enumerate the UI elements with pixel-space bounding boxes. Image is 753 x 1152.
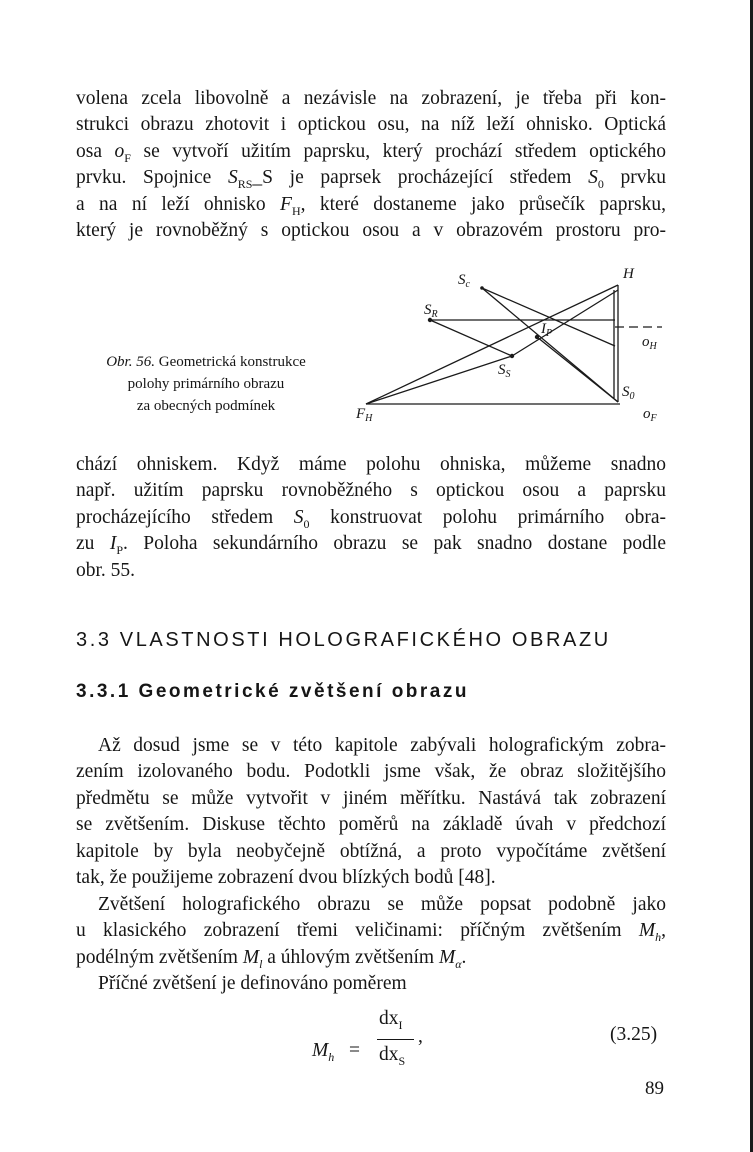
ray-ss-h — [512, 290, 618, 356]
eq-lhs-sub: h — [328, 1049, 335, 1064]
text-line: Příčné zvětšení je definováno poměrem — [98, 973, 407, 994]
section-title: 3.3 VLASTNOSTI HOLOGRAFICKÉHO OBRAZU — [76, 629, 611, 651]
equation-number: (3.25) — [610, 1024, 658, 1045]
figure-number: Obr. 56. — [106, 354, 155, 370]
label-of: o — [643, 406, 651, 422]
label-oh: o — [642, 334, 650, 350]
page-number: 89 — [645, 1078, 664, 1099]
svg-text:H — [622, 266, 635, 282]
text-line: zením izolovaného bodu. Podotkli jsme však, že obraz složitějšího — [76, 761, 666, 783]
svg-text:S0 — [622, 384, 635, 402]
svg-text:SR — [424, 302, 438, 320]
svg-text:FH — [355, 406, 373, 424]
text-line: podélným zvětšením $M_l$ a úhlovým zvětšením $M_\alpha$. — [76, 946, 467, 971]
figure-56-diagram — [0, 0, 753, 460]
svg-text:Sc — [458, 272, 471, 290]
label-sr: S — [424, 302, 432, 318]
svg-text:SS — [498, 362, 511, 380]
label-sc-sub: c — [465, 279, 470, 290]
eq-denominator: dx — [379, 1044, 399, 1065]
svg-text:oH — [642, 334, 658, 352]
text-line: Až dosud jsme se v této kapitole zabývali holografickým zobra- — [98, 735, 666, 756]
eq-lhs: M — [312, 1040, 329, 1061]
text-line: se zvětšením. Diskuse těchto poměrů na základě úvah v předchozí — [76, 814, 666, 836]
eq-equals: = — [349, 1040, 360, 1061]
point-sc — [480, 286, 484, 290]
text-line: osa $o_F$ se vytvoří užitím paprsku, který prochází středem optického — [76, 140, 667, 165]
eq-numerator-sub: I — [398, 1017, 403, 1032]
subsection-title: 3.3.1 Geometrické zvětšení obrazu — [76, 681, 469, 702]
ray-sr-ss — [430, 320, 512, 356]
label-sc: S — [458, 272, 466, 288]
text-line: tak, že použijeme zobrazení dvou blízkých bodů [48]. — [76, 867, 496, 888]
text-line: zu $I_P$. Poloha sekundárního obrazu se pak snadno dostane podle — [76, 533, 666, 558]
text-line: např. užitím paprsku rovnoběžného s optickou osou a paprsku — [76, 480, 666, 502]
eq-comma: , — [418, 1026, 423, 1047]
svg-text:IP — [540, 321, 552, 339]
text-line: který je rovnoběžný s optickou osou a v obrazovém prostoru pro- — [76, 220, 666, 241]
text-line: Zvětšení holografického obrazu se může popsat podobně jako — [98, 894, 666, 915]
ray-ip-s0 — [537, 337, 618, 402]
point-ss — [510, 354, 514, 358]
eq-denominator-sub: S — [398, 1053, 406, 1068]
text-line: obr. 55. — [76, 559, 136, 581]
label-oh-sub: H — [649, 341, 657, 352]
text-line: volena zcela libovolně a nezávisle na zobrazení, je třeba při kon- — [76, 88, 666, 109]
text-line: a na ní leží ohnisko $F_H$, které dostaneme jako průsečík paprsku, — [76, 193, 666, 218]
text-line: kapitole by byla neobyčejně obtížná, a proto vypočítáme zvětšení — [76, 840, 666, 862]
label-ss: S — [498, 362, 506, 378]
label-s0-sub: 0 — [629, 391, 635, 402]
label-ip-sub: P — [546, 328, 553, 339]
ray-fh-h — [366, 285, 618, 404]
figure-caption-line: za obecných podmínek — [136, 398, 276, 414]
ray-fh-ss — [366, 356, 512, 404]
fraction-bar — [377, 1039, 414, 1040]
figure-caption-first: Geometrická konstrukce — [158, 354, 306, 370]
point-ip — [535, 335, 539, 339]
eq-numerator: dx — [379, 1008, 399, 1029]
svg-text:oF — [643, 406, 658, 424]
label-ss-sub: S — [505, 369, 511, 380]
label-sr-sub: R — [431, 309, 438, 320]
text-line: chází ohniskem. Když máme polohu ohniska, můžeme snadno — [76, 454, 666, 475]
label-s0: S — [622, 384, 630, 400]
text-line: předmětu se může vytvořit v jiném měřítku. Nastává tak zobrazení — [76, 787, 666, 809]
text-line: prvku. Spojnice $S_{RS}\_S$ je paprsek procházející středem $S_0$ prvku — [76, 167, 667, 192]
text-line: strukci obrazu zhotovit i optickou osu, na níž leží ohnisko. Optická — [76, 114, 666, 136]
label-fh-sub: H — [365, 413, 373, 424]
text-line: procházejícího středem $S_0$ konstruovat polohu primárního obra- — [76, 506, 667, 531]
figure-caption-line: polohy primárního obrazu — [127, 376, 285, 392]
label-of-sub: F — [650, 413, 657, 424]
text-line: u klasického zobrazení třemi veličinami: příčným zvětšením $M_h$, — [76, 920, 666, 945]
label-fh: F — [356, 406, 366, 422]
label-ip: I — [541, 321, 546, 337]
label-h: H — [623, 266, 634, 282]
